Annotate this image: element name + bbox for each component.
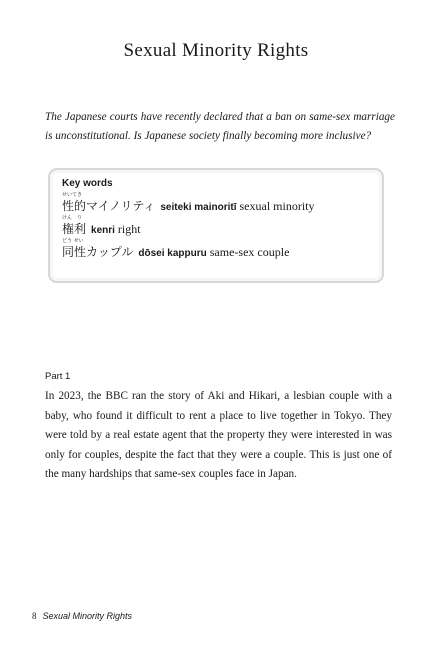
keyword-row-1 (62, 192, 315, 215)
keyword-japanese: 性的マイノリティ (62, 199, 156, 213)
part-paragraph: In 2023, the BBC ran the story of Aki and Hikari, a lesbian couple with a baby, who found it difficult to rent a place to live together in Tokyo. They were told by a real estate agent that the property they were interested in was only for couples, despite the fact that they were a couple. This is just one of the many hardships that same-sex couples face in Japan. (45, 390, 392, 480)
page-footer (32, 611, 132, 621)
footer-title: Sexual Minority Rights (42, 611, 133, 621)
keyword-romaji: dōsei kappuru (138, 248, 207, 259)
page-number: 8 (32, 611, 37, 621)
keyword-english: right (117, 222, 141, 236)
keyword-row-3 (62, 238, 289, 261)
keywords-heading: Key words (62, 178, 113, 189)
keyword-japanese: 権利 (62, 222, 87, 236)
keyword-ruby: せいてき (62, 192, 83, 198)
intro-text: The Japanese courts have recently declared that a ban on same-sex marriage is unconstitutional. Is Japanese society finally becoming more inclusive? (45, 111, 395, 142)
keyword-row-2 (62, 215, 141, 238)
keyword-ruby: どう せい (62, 238, 84, 244)
keyword-ruby: けん り (62, 215, 83, 221)
keyword-japanese: 同性カップル (62, 245, 134, 259)
keyword-romaji: seiteki mainoritī (160, 202, 237, 213)
keyword-romaji: kenri (91, 225, 115, 236)
keyword-english: same-sex couple (209, 245, 290, 259)
keyword-english: sexual minority (239, 199, 315, 213)
page-title: Sexual Minority Rights (123, 40, 309, 61)
part-label: Part 1 (45, 371, 71, 382)
